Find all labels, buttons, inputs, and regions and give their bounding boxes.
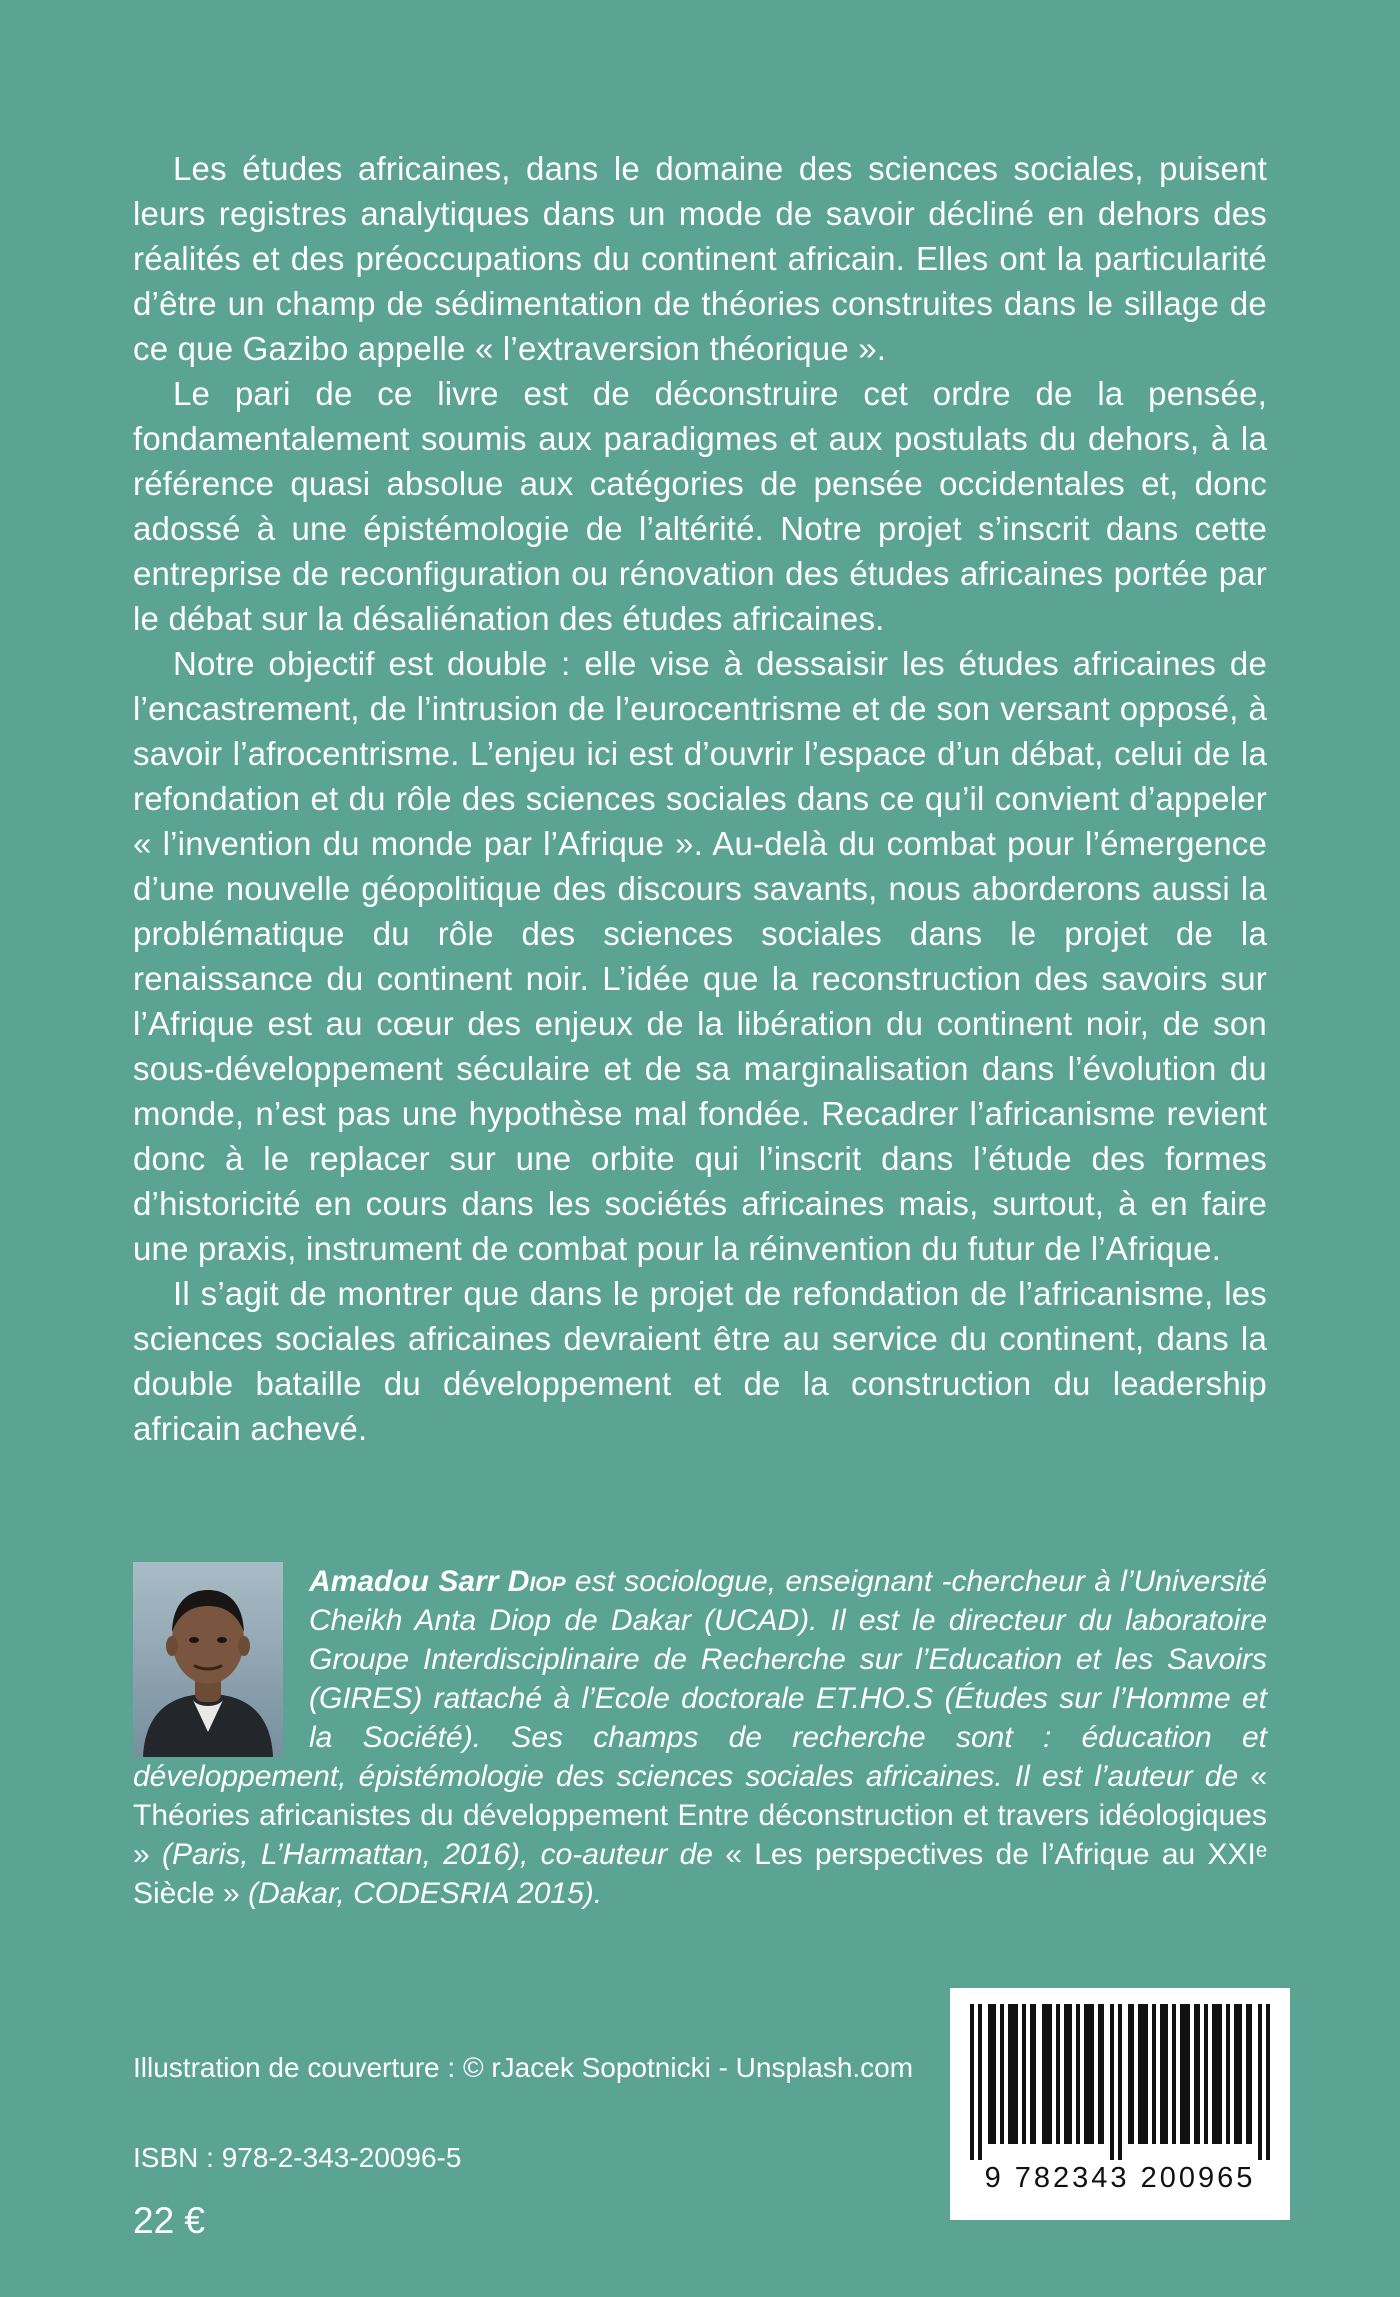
synopsis-block xyxy=(133,146,1267,1451)
barcode-bars xyxy=(970,2004,1270,2160)
isbn-line: ISBN : 978-2-343-20096-5 xyxy=(133,2142,462,2173)
bio-segment: (Dakar, CODESRIA 2015). xyxy=(239,1877,603,1910)
bio-segment: est sociologue, enseignant -chercheur à l’Université Cheikh Anta Diop de Dakar (UCAD). Il est le directeur du laboratoire Groupe Interdisciplinaire de Recherche sur l’Education et les Savoirs (GIRES) rattaché à l’Ecole doctorale ET.HO.S (Études sur l’Homme et la Société). Ses champs de recherche sont : éducation et développement, épistémologie des sciences sociales africaines. Il est l’auteur de xyxy=(133,1565,1267,1793)
author-portrait-illustration xyxy=(133,1562,283,1757)
bio-segment: « Théories africanistes du développement Entre déconstruction et travers idéologiques » xyxy=(133,1760,1267,1871)
synopsis-paragraph: Les études africaines, dans le domaine des sciences sociales, puisent leurs registres analytiques dans un mode de savoir décliné en dehors des réalités et des préoccupations du continent africain. Elles ont la particularité d’être un champ de sédimentation de théories construites dans le sillage de ce que Gazibo appelle « l’extraversion théorique ». xyxy=(133,150,1267,367)
author-photo xyxy=(133,1562,283,1757)
synopsis-paragraph: Le pari de ce livre est de déconstruire cet ordre de la pensée, fondamentalement soumis aux paradigmes et aux postulats du dehors, à la référence quasi absolue aux catégories de pensée occidentales et, donc adossé à une épistémologie de l’altérité. Notre projet s’inscrit dans cette entreprise de reconfiguration ou rénovation des études africaines portée par le débat sur la désaliénation des études africaines. xyxy=(133,375,1267,637)
cover-illustration-credit: Illustration de couverture : © rJacek Sopotnicki - Unsplash.com xyxy=(133,2052,914,2083)
synopsis-paragraph: Notre objectif est double : elle vise à dessaisir les études africaines de l’encastrement, de l’intrusion de l’eurocentrisme et de son versant opposé, à savoir l’afrocentrisme. L’enjeu ici est d’ouvrir l’espace d’un débat, celui de la refondation et du rôle des sciences sociales dans ce qu’il convient d’appeler « l’invention du monde par l’Afrique ». Au-delà du combat pour l’émergence d’une nouvelle géopolitique des discours savants, nous aborderons aussi la problématique du rôle des sciences sociales dans le projet de la renaissance du continent noir. L’idée que la reconstruction des savoirs sur l’Afrique est au cœur des enjeux de la libération du continent noir, de son sous-développement séculaire et de sa marginalisation dans l’évolution du monde, n’est pas une hypothèse mal fondée. Recadrer l’africanisme revient donc à le replacer sur une orbite qui l’inscrit dans l’étude des formes d’historicité en cours dans les sociétés africaines mais, surtout, à en faire une praxis, instrument de combat pour la réinvention du futur de l’Afrique. xyxy=(133,645,1267,1267)
bio-segment: Amadou Sarr xyxy=(309,1565,508,1598)
price: 22 € xyxy=(133,2200,206,2241)
bio-segment: « Les perspectives de l’Afrique au XXIᵉ Siècle » xyxy=(133,1838,1267,1910)
bio-text xyxy=(133,1565,1267,1910)
barcode-number: 9 782343 200965 xyxy=(984,2162,1256,2194)
bio-segment: (Paris, L’Harmattan, 2016), co-auteur de xyxy=(149,1838,726,1871)
author-bio-section xyxy=(133,1562,1267,1913)
bio-segment: Diop xyxy=(507,1565,566,1598)
synopsis-paragraph: Il s’agit de montrer que dans le projet de refondation de l’africanisme, les sciences sociales africaines devraient être au service du continent, dans la double bataille du développement et de la construction du leadership africain achevé. xyxy=(133,1275,1267,1447)
barcode xyxy=(950,1988,1290,2220)
